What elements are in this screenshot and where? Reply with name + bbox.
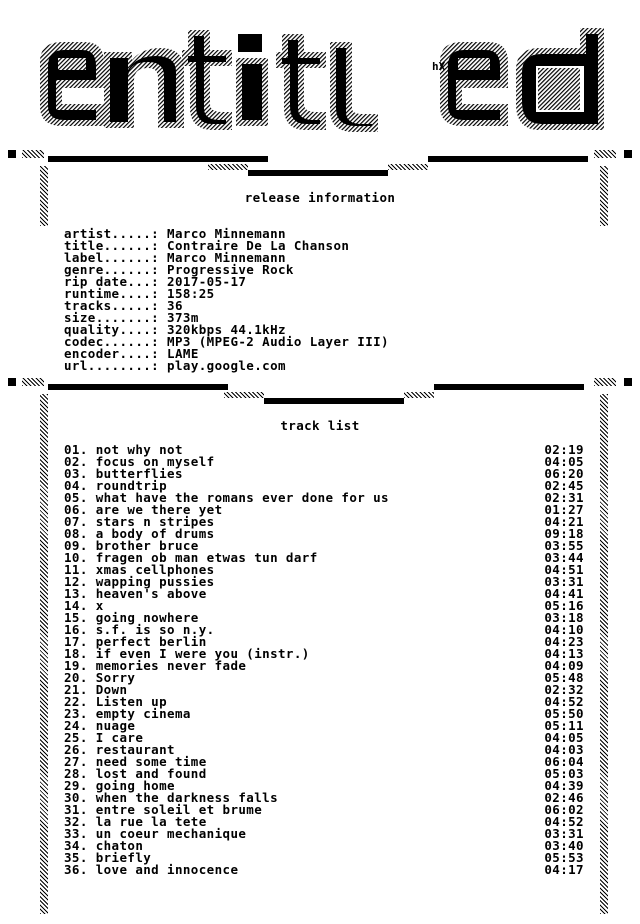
track-duration: 04:21 xyxy=(544,514,584,529)
release-field-key: quality....: xyxy=(64,322,168,337)
track-title: 15. going nowhere xyxy=(64,610,199,625)
track-title: 11. xmas cellphones xyxy=(64,562,215,577)
release-field-key: tracks.....: xyxy=(64,298,168,313)
track-duration: 03:31 xyxy=(544,574,584,589)
release-field-key: title......: xyxy=(64,238,168,253)
release-info-heading: release information xyxy=(244,190,396,205)
track-title: 23. empty cinema xyxy=(64,706,191,721)
logo-letter-t xyxy=(182,30,232,130)
track-title: 21. Down xyxy=(64,682,128,697)
release-field-value: 373m xyxy=(167,310,199,325)
release-field-value: 158:25 xyxy=(167,286,215,301)
track-duration: 04:10 xyxy=(544,622,584,637)
track-duration: 04:41 xyxy=(544,586,584,601)
track-title: 31. entre soleil et brume xyxy=(64,802,263,817)
track-duration: 05:53 xyxy=(544,850,584,865)
track-duration: 04:39 xyxy=(544,778,584,793)
release-field-key: runtime....: xyxy=(64,286,168,301)
release-field-value: Marco Minnemann xyxy=(167,226,286,241)
release-field-value: 2017-05-17 xyxy=(167,274,247,289)
frame-top-border xyxy=(8,150,632,158)
track-duration: 04:52 xyxy=(544,694,584,709)
track-duration: 04:23 xyxy=(544,634,584,649)
track-title: 27. need some time xyxy=(64,754,207,769)
track-title: 20. Sorry xyxy=(64,670,136,685)
track-title: 14. x xyxy=(64,598,104,613)
track-title: 04. roundtrip xyxy=(64,478,168,493)
track-duration: 03:31 xyxy=(544,826,584,841)
track-title: 32. la rue la tete xyxy=(64,814,207,829)
track-duration: 04:13 xyxy=(544,646,584,661)
track-title: 33. un coeur mechanique xyxy=(64,826,247,841)
logo-letter-e xyxy=(40,42,104,126)
logo-letter-l xyxy=(330,42,378,132)
track-duration: 05:11 xyxy=(544,718,584,733)
track-title: 09. brother bruce xyxy=(64,538,199,553)
track-title: 24. nuage xyxy=(64,718,136,733)
logo-letter-t-2 xyxy=(276,34,326,130)
track-duration: 02:45 xyxy=(544,478,584,493)
track-title: 26. restaurant xyxy=(64,742,175,757)
track-duration: 05:48 xyxy=(544,670,584,685)
track-title: 07. stars n stripes xyxy=(64,514,215,529)
track-duration: 02:19 xyxy=(544,442,584,457)
track-title: 34. chaton xyxy=(64,838,144,853)
track-duration: 05:16 xyxy=(544,598,584,613)
release-field-key: encoder....: xyxy=(64,346,168,361)
track-title: 19. memories never fade xyxy=(64,658,247,673)
track-title: 13. heaven's above xyxy=(64,586,207,601)
track-title: 22. Listen up xyxy=(64,694,168,709)
release-field-value: 320kbps 44.1kHz xyxy=(167,322,286,337)
release-field-key: rip date...: xyxy=(64,274,168,289)
track-row xyxy=(64,660,584,672)
track-row xyxy=(64,708,584,720)
track-title: 12. wapping pussies xyxy=(64,574,215,589)
track-duration: 03:18 xyxy=(544,610,584,625)
track-title: 08. a body of drums xyxy=(64,526,215,541)
track-row xyxy=(64,588,584,600)
track-duration: 03:44 xyxy=(544,550,584,565)
track-duration: 05:03 xyxy=(544,766,584,781)
track-row xyxy=(64,864,584,876)
track-duration: 04:09 xyxy=(544,658,584,673)
track-title: 18. if even I were you (instr.) xyxy=(64,646,310,661)
release-field-value: Progressive Rock xyxy=(167,262,294,277)
logo-letter-d xyxy=(516,28,604,130)
track-duration: 03:40 xyxy=(544,838,584,853)
frame-top-border-2 xyxy=(8,378,632,386)
track-title: 03. butterflies xyxy=(64,466,183,481)
track-duration: 09:18 xyxy=(544,526,584,541)
release-field-key: url........: xyxy=(64,358,168,373)
track-duration: 02:46 xyxy=(544,790,584,805)
track-duration: 04:05 xyxy=(544,454,584,469)
track-title: 17. perfect berlin xyxy=(64,634,207,649)
logo-letter-i xyxy=(236,34,268,126)
release-field-value: LAME xyxy=(167,346,199,361)
logo-letter-e-2 xyxy=(440,42,508,126)
track-duration: 04:17 xyxy=(544,862,584,877)
track-title: 35. briefly xyxy=(64,850,152,865)
release-field-key: artist.....: xyxy=(64,226,168,241)
track-list xyxy=(64,444,584,876)
track-title: 06. are we there yet xyxy=(64,502,223,517)
release-field-value: Marco Minnemann xyxy=(167,250,286,265)
track-duration: 02:32 xyxy=(544,682,584,697)
track-title: 16. s.f. is so n.y. xyxy=(64,622,215,637)
track-title: 10. fragen ob man etwas tun darf xyxy=(64,550,318,565)
release-field-key: codec......: xyxy=(64,334,168,349)
release-field-key: label......: xyxy=(64,250,168,265)
track-title: 25. I care xyxy=(64,730,144,745)
track-title: 05. what have the romans ever done for us xyxy=(64,490,389,505)
track-list-heading: track list xyxy=(280,418,360,433)
track-duration: 04:52 xyxy=(544,814,584,829)
logo-tag: hX! xyxy=(432,60,452,73)
entitled-ascii-logo xyxy=(0,0,640,150)
track-title: 30. when the darkness falls xyxy=(64,790,278,805)
logo-letter-n xyxy=(104,48,184,128)
release-field-key: size.......: xyxy=(64,310,168,325)
release-field-value: 36 xyxy=(167,298,183,313)
track-duration: 03:55 xyxy=(544,538,584,553)
track-duration: 06:04 xyxy=(544,754,584,769)
track-row xyxy=(64,672,584,684)
track-title: 29. going home xyxy=(64,778,175,793)
release-field-value: MP3 (MPEG-2 Audio Layer III) xyxy=(167,334,389,349)
track-duration: 04:03 xyxy=(544,742,584,757)
release-info-list xyxy=(64,228,389,372)
track-duration: 06:02 xyxy=(544,802,584,817)
track-duration: 02:31 xyxy=(544,490,584,505)
release-field-key: genre......: xyxy=(64,262,168,277)
release-field xyxy=(64,360,389,372)
track-title: 36. love and innocence xyxy=(64,862,239,877)
track-duration: 04:05 xyxy=(544,730,584,745)
track-duration: 04:51 xyxy=(544,562,584,577)
release-field-value: play.google.com xyxy=(167,358,286,373)
track-duration: 01:27 xyxy=(544,502,584,517)
track-title: 01. not why not xyxy=(64,442,183,457)
track-duration: 05:50 xyxy=(544,706,584,721)
track-duration: 06:20 xyxy=(544,466,584,481)
track-title: 02. focus on myself xyxy=(64,454,215,469)
track-title: 28. lost and found xyxy=(64,766,207,781)
release-field-value: Contraire De La Chanson xyxy=(167,238,350,253)
